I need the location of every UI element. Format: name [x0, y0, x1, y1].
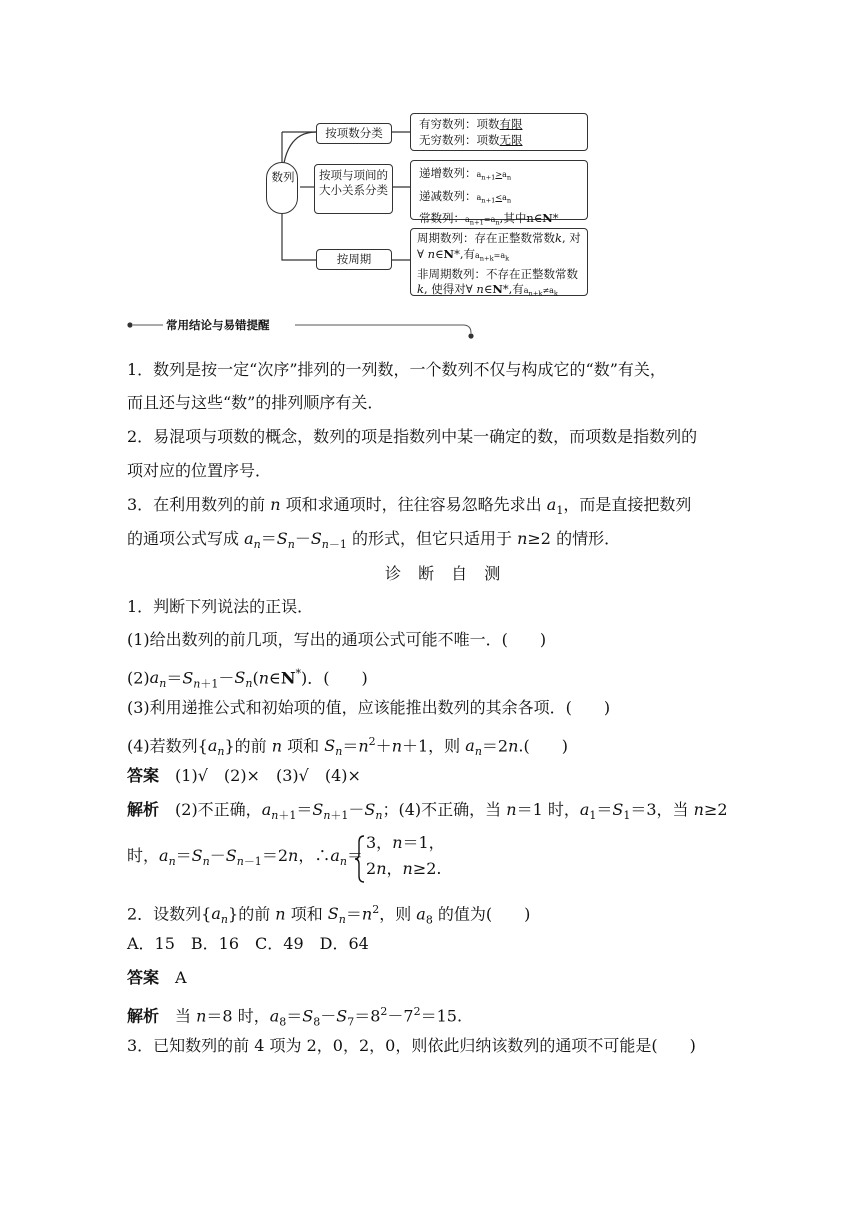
finite-sequence: 有穷数列：项数有限 — [419, 117, 523, 131]
q2-analysis-label: 解析 — [127, 1006, 160, 1026]
q1-answer — [127, 765, 361, 787]
conclusion-1-line-2: 而且还与这些“数”的排列顺序有关． — [127, 393, 384, 412]
constant-sequence: 常数列：$a_{n+1}=a_n$,其中n∈N* — [419, 211, 559, 227]
q2-analysis: 解析 当 n＝8 时，$a_8=S_8-S_7=8^2-7^2=15$. — [127, 1005, 463, 1029]
q1-item-1: (1)给出数列的前几项，写出的通项公式可能不唯一．( ) — [127, 630, 547, 649]
infinite-sequence: 无穷数列：项数无限 — [419, 133, 523, 147]
q2-options: A．15 B．16 C．49 D．64 — [127, 934, 369, 953]
leaf-by-period — [410, 228, 588, 296]
piecewise-brace — [354, 834, 366, 884]
root-node: 数列 — [266, 162, 298, 214]
q2-answer-label: 答案 — [127, 968, 160, 987]
branch-by-size: 按项与项间的大小关系分类 — [314, 164, 393, 214]
conclusion-3-line-2: 的通项公式写成 $a_n=S_n-S_{n-1}$ 的形式，但它只适用于 n≥2 的情形． — [127, 529, 621, 552]
q3-stem: 3．已知数列的前 4 项为 2，0，2，0，则依此归纳该数列的通项不可能是( ) — [127, 1036, 696, 1055]
branch-by-count: 按项数分类 — [316, 123, 392, 144]
nonperiodic-sequence-1: 非周期数列：不存在正整数常数 — [417, 266, 578, 281]
conclusion-2-line-1: 2．易混项与项数的概念，数列的项是指数列中某一确定的数，而项数是指数列的 — [127, 427, 698, 446]
q1-analysis-line-1: 解析 (2)不正确，$a_{n+1}=S_{n+1}-S_n$；(4)不正确，当 n＝1 时，$a_1=S_1=3$，当 n≥2 — [127, 800, 728, 823]
q1-item-2: $(2)a_n=S_{n+1}-S_n(n\in N^*)$．( ) — [127, 667, 368, 691]
q1-answer-text: (1)√ (2)× (3)√ (4)× — [175, 766, 361, 785]
q1-item-3: (3)利用递推公式和初始项的值，应该能推出数列的其余各项．( ) — [127, 698, 611, 717]
q2-stem: 2．设数列$\{a_n\}$的前 n 项和 $S_n=n^2$，则 $a_8$ 的值为( ) — [127, 903, 531, 927]
q1-analysis-line-2: 时，$a_n=S_n-S_{n-1}=2n$，$\therefore a_n=$ — [127, 846, 363, 869]
section-header-text: 常用结论与易错提醒 — [166, 318, 270, 332]
q1-analysis-label: 解析 — [127, 800, 160, 819]
increasing-sequence: 递增数列：$a_{n+1}>a_n$ — [419, 166, 512, 182]
decreasing-sequence: 递减数列：$a_{n+1}<a_n$ — [419, 188, 512, 205]
leaf-by-count — [410, 113, 588, 151]
q1-item-4: (4)若数列$\{a_n\}$的前 n 项和 $S_n=n^2+n+1$，则 $a_n=2n$.( ) — [127, 735, 568, 759]
branch-by-period: 按周期 — [316, 249, 392, 270]
nonperiodic-sequence-2: k, 使得对∀ n∈N*,有$a_{n+k}\ne a_k$ — [417, 282, 558, 298]
q1-answer-label: 答案 — [127, 766, 160, 785]
leaf-by-size — [410, 160, 588, 227]
q1-stem: 1．判断下列说法的正误． — [127, 597, 314, 616]
q2-answer — [127, 967, 187, 989]
piecewise-case-2: 2n，n≥2. — [366, 859, 442, 878]
conclusion-2-line-2: 项对应的位置序号． — [127, 461, 272, 480]
q2-answer-text: A — [175, 968, 187, 987]
conclusion-3-line-1: 3．在利用数列的前 n 项和求通项时，往往容易忽略先求出 $a_1$，而是直接把数列 — [127, 495, 692, 518]
periodic-sequence-2: ∀ n∈N*,有$a_{n+k}=a_k$ — [417, 246, 510, 263]
periodic-sequence-1: 周期数列：存在正整数常数k, 对 — [417, 231, 581, 245]
self-test-title: 诊 断 自 测 — [385, 564, 507, 583]
piecewise-case-1: 3，n＝1， — [366, 833, 445, 852]
conclusion-1-line-1: 1．数列是按一定“次序”排列的一列数，一个数列不仅与构成它的“数”有关， — [127, 360, 666, 379]
